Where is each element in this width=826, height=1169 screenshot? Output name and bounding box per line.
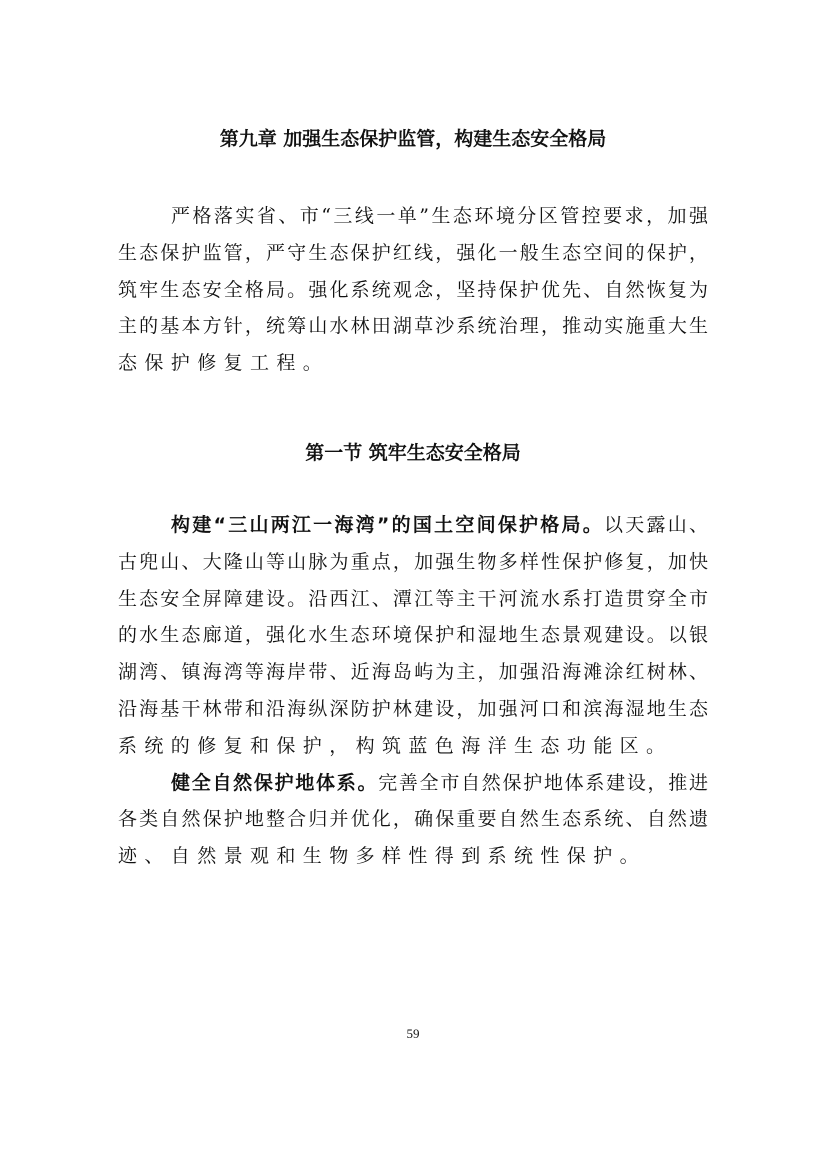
body-paragraphs xyxy=(118,507,708,875)
text-line: 迹、自然景观和生物多样性得到系统性保护。 xyxy=(118,845,647,868)
text-line: 态保护修复工程。 xyxy=(118,352,330,375)
text-line: 各类自然保护地整合归并优化，确保重要自然生态系统、自然遗 xyxy=(118,808,708,831)
text-line: 的水生态廊道，强化水生态环境保护和湿地生态景观建设。以银 xyxy=(118,624,708,647)
text-line: 生态安全屏障建设。沿西江、潭江等主干河流水系打造贯穿全市 xyxy=(118,587,708,610)
text-span: 以天露山、 xyxy=(604,514,708,536)
bold-lead: 构建“三山两江一海湾”的国土空间保护格局。 xyxy=(171,514,605,536)
text-line: 系统的修复和保护，构筑蓝色海洋生态功能区。 xyxy=(118,734,673,757)
text-line: 沿海基干林带和沿海纵深防护林建设，加强河口和滨海湿地生态 xyxy=(118,697,708,720)
intro-paragraph xyxy=(118,198,708,382)
text-line xyxy=(118,507,708,544)
text-span: 完善全市自然保护地体系建设，推进 xyxy=(378,771,708,794)
section-title: 第一节 筑牢生态安全格局 xyxy=(305,442,521,464)
chapter-title: 第九章 加强生态保护监管，构建生态安全格局 xyxy=(219,128,607,150)
bold-lead: 健全自然保护地体系。 xyxy=(171,771,379,794)
text-line: 主的基本方针，统筹山水林田湖草沙系统治理，推动实施重大生 xyxy=(118,315,708,338)
text-line: 湖湾、镇海湾等海岸带、近海岛屿为主，加强沿海滩涂红树林、 xyxy=(118,661,708,684)
text-line: 古兜山、大隆山等山脉为重点，加强生物多样性保护修复，加快 xyxy=(118,550,708,573)
text-line xyxy=(118,765,708,802)
text-line: 筑牢生态安全格局。强化系统观念，坚持保护优先、自然恢复为 xyxy=(118,278,708,301)
text-line: 生态保护监管，严守生态保护红线，强化一般生态空间的保护， xyxy=(118,241,708,264)
text-line: 严格落实省、市“三线一单”生态环境分区管控要求，加强 xyxy=(171,205,708,227)
page-number: 59 xyxy=(406,1026,420,1041)
